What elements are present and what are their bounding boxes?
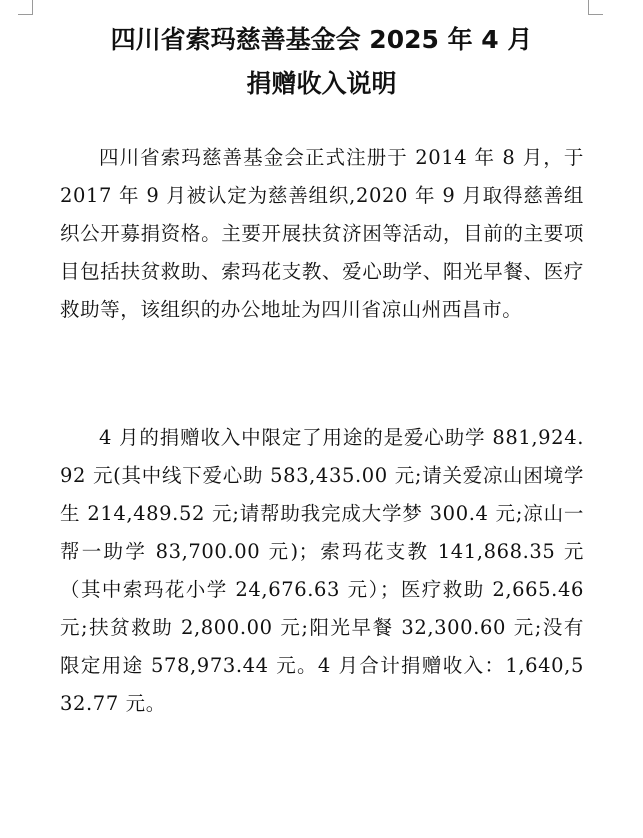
paragraph-organization-intro: 四川省索玛慈善基金会正式注册于 2014 年 8 月，于 2017 年 9 月被认定为慈善组织,2020 年 9 月取得慈善组织公开募捐资格。主要开展扶贫济困等活动，目前的主要项目包括扶贫救助、索玛花支教、爱心助学、阳光早餐、医疗救助等，该组织的办公地址为四川省凉山州西昌市。 [60, 146, 584, 321]
page-corner-mark-top-left [18, 0, 33, 15]
document-title-line-2: 捐赠收入说明 [246, 69, 397, 98]
page-corner-mark-top-right [588, 0, 603, 15]
paragraph-april-donations: 4 月的捐赠收入中限定了用途的是爱心助学 881,924.92 元(其中线下爱心助 583,435.00 元;请关爱凉山困境学生 214,489.52 元;请帮助我完成大学梦 300.4 元;凉山一帮一助学 83,700.00 元)；索玛花支教 141,868.35 元（其中索玛花小学 24,676.63 元）；医疗救助 2,665.46 元;扶贫救助 2,800.00 元;阳光早餐 32,300.60 元;没有限定用途 578,973.44 元。4 月合计捐赠收入：1,640,532.77 元。 [60, 426, 584, 715]
document-title-line-1: 四川省索玛慈善基金会 2025 年 4 月 [110, 25, 533, 54]
